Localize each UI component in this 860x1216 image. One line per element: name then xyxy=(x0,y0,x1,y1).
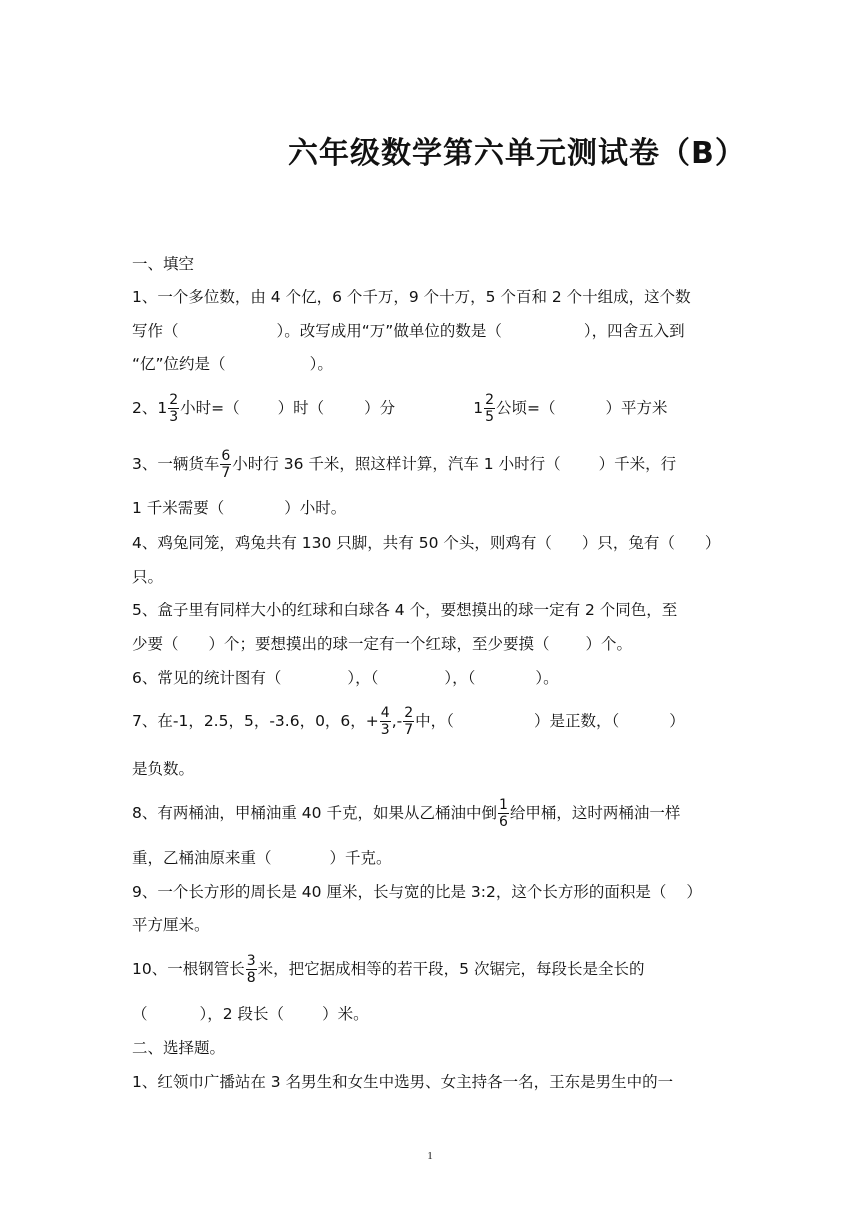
question-10-line-1: 10、一根钢管长 $\frac{3}{8}$ 米，把它据成相等的若干段，5 次锯完，每段长是全长的 xyxy=(132,953,645,986)
question-5-line-1: 5、盒子里有同样大小的红球和白球各 4 个，要想摸出的球一定有 2 个同色，至 xyxy=(132,601,678,619)
section-heading-multiple-choice: 二、选择题。 xyxy=(132,1039,226,1057)
question-8-line-2: 重，乙桶油原来重（ ）千克。 xyxy=(132,849,392,867)
question-9-line-1: 9、一个长方形的周长是 40 厘米，长与宽的比是 3:2，这个长方形的面积是（ ） xyxy=(132,883,702,901)
fraction: $\frac{2}{7}$ xyxy=(404,705,414,738)
question-6: 6、常见的统计图有（ ），（ ），（ ）。 xyxy=(132,669,559,687)
question-3-line-1: 3、一辆货车 $\frac{6}{7}$ 小时行 36 千米，照这样计算，汽车 1 小时行（ ）千米，行 xyxy=(132,448,677,481)
question-5-line-2: 少要（ ）个；要想摸出的球一定有一个红球，至少要摸（ ）个。 xyxy=(132,635,633,653)
question-10-line-2: （ ），2 段长（ ）米。 xyxy=(132,1005,369,1023)
question-1-line-2: 写作（ ）。改写成用“万”做单位的数是（ ），四舍五入到 xyxy=(132,322,685,340)
fraction: $\frac{4}{3}$ xyxy=(380,705,390,738)
question-8-line-1: 8、有两桶油，甲桶油重 40 千克，如果从乙桶油中倒 $\frac{1}{6}$ 给甲桶，这时两桶油一样 xyxy=(132,797,681,830)
fraction: $\frac{3}{8}$ xyxy=(246,953,256,986)
question-4-line-1: 4、鸡兔同笼，鸡兔共有 130 只脚，共有 50 个头，则鸡有（ ）只，兔有（ ） xyxy=(132,534,721,552)
question-3-line-2: 1 千米需要（ ）小时。 xyxy=(132,499,347,517)
page-title: 六年级数学第六单元测试卷（B） xyxy=(288,136,746,171)
fraction: $\frac{1}{6}$ xyxy=(498,797,508,830)
question-1-line-3: “亿”位约是（ ）。 xyxy=(132,355,333,373)
fraction: $\frac{2}{3}$ xyxy=(169,392,179,425)
question-2: 2、1 $\frac{2}{3}$ 小时=（ ）时（ ）分 1 $\frac{2}{5}$ 公顷=（ ）平方米 xyxy=(132,392,668,425)
choice-question-1: 1、红领巾广播站在 3 名男生和女生中选男、女主持各一名，王东是男生中的一 xyxy=(132,1073,674,1091)
question-7-line-1: 7、在-1，2.5，5，-3.6，0，6，+ $\frac{4}{3}$ ,- $\frac{2}{7}$ 中，（ ）是正数，（ ） xyxy=(132,705,685,738)
question-4-line-2: 只。 xyxy=(132,568,164,586)
fraction: $\frac{6}{7}$ xyxy=(221,448,231,481)
question-7-line-2: 是负数。 xyxy=(132,760,195,778)
page-number: 1 xyxy=(427,1150,433,1162)
question-9-line-2: 平方厘米。 xyxy=(132,916,210,934)
fraction: $\frac{2}{5}$ xyxy=(485,392,494,425)
section-heading-fill-blank: 一、填空 xyxy=(132,255,195,273)
question-1-line-1: 1、一个多位数，由 4 个亿，6 个千万，9 个十万，5 个百和 2 个十组成，这个数 xyxy=(132,288,691,306)
